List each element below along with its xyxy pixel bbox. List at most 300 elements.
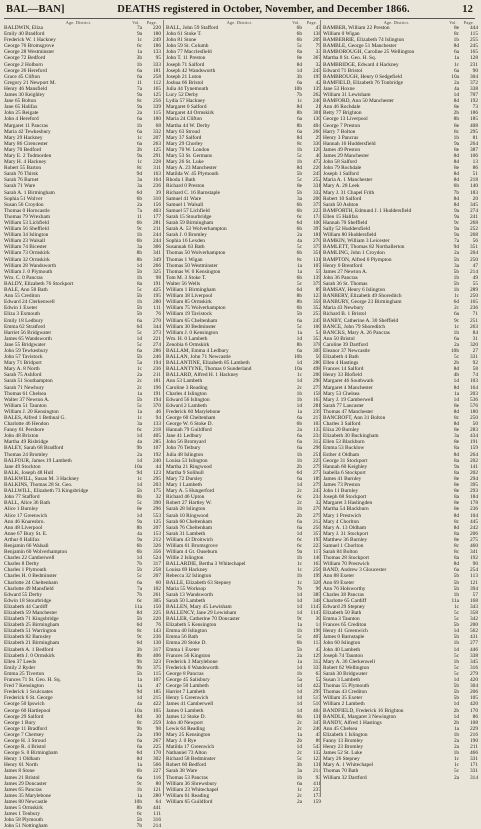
entry-page: 175 (152, 488, 161, 495)
entry-page: 170 (152, 750, 161, 757)
entry-vol: 1a (136, 408, 142, 415)
entry-page: 52 (315, 677, 321, 684)
entry-vol: 1b (296, 146, 302, 153)
entry-page: 141 (469, 463, 478, 470)
entry-vol: 2a (136, 451, 142, 458)
entry-page: 184 (469, 494, 478, 501)
entry-name: Eleanor 37 Newcastle (323, 347, 370, 354)
entry-page: 139 (312, 274, 321, 281)
entry-name: Ellen 53 Blackburn (323, 439, 365, 446)
entry-name: William 23 Walsall (4, 238, 46, 245)
entry-page: 190 (469, 737, 478, 744)
entry-name: Henry 0 Brentford (323, 262, 363, 269)
entry-page: 174 (312, 213, 321, 220)
entry-vol: 9b (136, 725, 142, 732)
entry-vol: 6b (296, 37, 302, 44)
entry-name: BAMBOROUGH, Caroline 25 Wellington (323, 49, 415, 56)
entry-page: 446 (469, 646, 478, 653)
entry-page: 170 (469, 707, 478, 714)
entry-page: 138 (312, 31, 321, 38)
entry-vol: 8d (453, 561, 459, 568)
entry-page: 203 (469, 390, 478, 397)
entry-page: 338 (469, 85, 478, 92)
entry-page: 279 (312, 463, 321, 470)
entry-vol: 2c (296, 750, 302, 757)
entry-vol: 5b (453, 268, 459, 275)
entry-vol: 5b (136, 670, 142, 677)
entry-page: 131 (312, 713, 321, 720)
entry-name: Anne 67 Bury St. E. (4, 530, 48, 537)
entry-page: 95 (155, 55, 161, 62)
entry-name: Charlotte 46 Hendon (4, 421, 49, 428)
entry-page: 189 (312, 475, 321, 482)
entry-name: Mary 70 Bedford (4, 146, 42, 153)
entry-page: 275 (312, 384, 321, 391)
entry-name: Harry 7 Bolton (323, 128, 356, 135)
entry-page: 203 (152, 482, 161, 489)
entry-vol: 1d (453, 396, 459, 403)
entry-vol: 8b (453, 116, 459, 123)
entry-vol: 6b (136, 195, 142, 202)
entry-page: 163 (312, 561, 321, 568)
entry-name: George 7 Preston (323, 122, 361, 129)
entry-page: 133 (312, 427, 321, 434)
entry-name: Walter 56 Wells (166, 280, 201, 287)
entry-page: 223 (312, 207, 321, 214)
entry-name: Elizabeth J. 0 Ormskirk (4, 652, 55, 659)
entry-name: Betty 77 Brighton (323, 110, 362, 117)
entry-vol: 9b (136, 445, 142, 452)
entry-name: Margaret 4 Manchester (323, 384, 373, 391)
entry-vol: 1d (453, 378, 459, 385)
entry-page: 281 (152, 220, 161, 226)
entry-name: Sarah 13 Wandsworth (166, 591, 213, 598)
entry-page: 104 (469, 512, 478, 519)
entry-name: Thomas 1 Wigan (166, 256, 203, 263)
entry-name: Thomas 50 Westminster (166, 262, 218, 269)
entry-name: John 40 Lambeth (323, 646, 361, 653)
entry-page: 220 (152, 25, 161, 31)
entry-page: 279 (312, 482, 321, 489)
entry-name: BALKINS, Thomas 28 St. Geo. (4, 482, 73, 489)
entry-name: William 32 Ormskirk (4, 256, 50, 263)
entry-name: Henry 23 Bromley (323, 744, 364, 751)
entry-name: George S. 0 Birmingham (4, 750, 58, 757)
entry-page: 367 (312, 55, 321, 62)
entry-vol: 1d (296, 530, 302, 537)
entry-page: 20 (472, 195, 478, 202)
header-page: Page. (463, 20, 475, 25)
entry-vol: 8c (136, 98, 142, 105)
entry-name: Thomas 28 Stockport (323, 555, 370, 562)
entry-vol: 1a (296, 329, 302, 336)
entry-name: Ann 46 Rochdale (323, 104, 361, 111)
entry-vol: 1c (296, 98, 302, 105)
entry-name: BALES, Alfred 1 Bethnal G. (4, 415, 66, 421)
entry-vol: 1b (296, 457, 302, 464)
entry-vol: 1b (453, 640, 459, 647)
entry-vol: 5c (296, 756, 302, 763)
entry-vol: 3a (296, 195, 302, 202)
entry-vol: 5c (296, 177, 302, 184)
entry-vol: 2c (453, 305, 459, 312)
entry-page: 80 (155, 780, 161, 787)
entry-page: 215 (152, 695, 161, 702)
entry-vol: 5b (453, 695, 459, 702)
entry-page: 159 (312, 798, 321, 805)
entry-vol: 9a (453, 463, 459, 470)
entry-page: 207 (152, 134, 161, 141)
entry-name: Sarah 50 Ashton (323, 201, 359, 208)
entry-page: 259 (152, 719, 161, 726)
entry-page: 108 (469, 719, 478, 726)
entry-name: Sarah 38 Ware (166, 768, 198, 775)
entry-vol: 1d (296, 610, 302, 616)
entry-name: Susannah 63 Bath (166, 244, 205, 251)
entry-vol: 6a (136, 737, 142, 744)
entry-vol: 6b (136, 549, 142, 556)
entry-page: 296 (152, 506, 161, 513)
entry-name: Fred 7 Kensington (4, 683, 44, 690)
entry-page: 132 (312, 750, 321, 757)
entry-name: Thomas 24 Bromley (4, 451, 48, 458)
entry-name: James 41 Burnley (323, 475, 362, 482)
entry-page: 218 (152, 427, 161, 434)
entry-name: Margaret 0 Salford (166, 104, 207, 111)
entry-page: 326 (152, 542, 161, 549)
entry-page: 339 (152, 104, 161, 111)
entry-page: 286 (152, 347, 161, 354)
entry-page: 244 (152, 232, 161, 239)
entry-vol: 1c (296, 372, 302, 379)
entry-vol: 6a (296, 439, 302, 446)
entry-name: John 4 Hereford (4, 116, 39, 123)
entry-page: 107 (152, 445, 161, 452)
entry-name: Matilda 17 Greenwich (166, 744, 215, 751)
entry-name: George 11 Bradford (4, 725, 47, 732)
entry-name: BALLAM, Emma 4 Ledbury (166, 347, 229, 354)
entry-vol: 6b (453, 183, 459, 190)
entry-name: Mary 26 St. Luke (166, 159, 204, 166)
entry-page: 236 (152, 634, 161, 641)
entry-vol: 1b (136, 786, 142, 793)
entry-page: 27 (472, 347, 478, 354)
entry-page: 123 (312, 756, 321, 763)
entry-name: Ellen 4 Hastings (323, 360, 359, 367)
entry-name: Sarah 50 Lambeth (166, 597, 206, 604)
entry-page: 390 (152, 500, 161, 507)
entry-name: Charles 22 Camberwell (4, 555, 55, 562)
entry-name: BANCE, John 79 Shoreditch (323, 323, 386, 330)
entry-vol: 5b (453, 579, 459, 586)
entry-page: 186 (152, 43, 161, 50)
entry-vol: 2a (296, 798, 302, 805)
entry-page: 30 (315, 616, 321, 623)
entry-name: Mary 37 Salford (166, 134, 202, 141)
entry-name: Mary A. 36 Clerkenwell (323, 658, 375, 665)
entry-name: Emma 25 Tiverton (4, 670, 45, 677)
entry-vol: 1d (296, 707, 302, 714)
entry-vol: 2c (296, 500, 302, 507)
entry-vol: 1a (136, 677, 142, 684)
entry-vol: 8b (296, 341, 302, 348)
entry-vol: 6d (453, 299, 459, 306)
entry-name: James 29 Manchester (323, 152, 370, 159)
entry-page: 200 (312, 195, 321, 202)
entry-vol: 2a (453, 774, 459, 781)
entry-vol: 8e (453, 506, 459, 513)
entry-vol: 1b (453, 134, 459, 141)
entry-name: Julia 48 Islington (166, 451, 204, 458)
entry-vol: 6d (136, 640, 142, 647)
entry-page: 107 (152, 677, 161, 684)
entry-vol: 9d (453, 244, 459, 251)
entry-page: 280 (312, 360, 321, 367)
entry-name: George 8 Pancras (166, 670, 204, 677)
entry-name: Maria 55 Worksop (166, 585, 206, 592)
entry-page: 199 (312, 573, 321, 580)
entry-name: Edward 55 Derby (4, 591, 42, 598)
entry-name: Esther 4 Oldham (323, 451, 360, 458)
entry-vol: 2c (136, 384, 142, 391)
entry-vol: 1d (296, 378, 302, 385)
entry-name: William 35 Exeter (323, 695, 363, 702)
entry-vol: 6a (296, 415, 302, 421)
entry-page: 40 (315, 152, 321, 159)
entry-name: George 45 Salisbury (166, 677, 210, 684)
entry-name: William 36 Shrewsbury (166, 780, 217, 787)
entry-name: Robert 55 Barton (4, 165, 42, 172)
entry-vol: 1d (136, 482, 142, 489)
entry-vol: 4a (136, 439, 142, 446)
entry-name: Gregory 21 Newport M. (4, 79, 56, 86)
entry-page: 352 (312, 305, 321, 312)
entry-vol: 6b (296, 713, 302, 720)
entry-name: Samuel 57 Lichfield (166, 207, 210, 214)
entry-page: 200 (312, 372, 321, 379)
entry-name: Elizabeth 4 Bath (323, 354, 359, 361)
entry-name: Jane 49 Stockton (4, 463, 41, 470)
entry-vol: 5a (296, 677, 302, 684)
entry-name: John 25 Reigate (4, 110, 39, 117)
entry-page: 420 (469, 677, 478, 684)
entry-page: 56 (472, 238, 478, 245)
entry-name: John 81 Stone (166, 37, 197, 44)
entry-name: Benjamin 66 Walsall (4, 542, 49, 549)
entry-page: 103 (469, 378, 478, 385)
entry-vol: 1a (296, 262, 302, 269)
name-range: BAL—BAN] (6, 4, 65, 15)
entry-name: Mary 25 Kensington (166, 731, 211, 738)
register-entry (323, 775, 478, 781)
entry-name: George 31 Stockport (323, 457, 368, 464)
entry-vol: 1a (296, 622, 302, 629)
entry-name: Jane 41 Ledbury (166, 433, 202, 440)
entry-name: Frederick 0 Wandsworth (166, 664, 219, 671)
entry-page: 150 (152, 603, 161, 610)
entry-vol: 2b (296, 463, 302, 470)
entry-vol: 8a (453, 530, 459, 537)
entry-vol: 9c (453, 220, 459, 226)
entry-page: 43 (315, 646, 321, 653)
entry-name: William 51 Taunton (4, 402, 47, 409)
entry-name: Thomas 50 Wolverhampton (166, 250, 226, 257)
entry-page: 441 (152, 805, 161, 811)
entry-page: 111 (153, 305, 161, 312)
entry-page: 177 (152, 213, 161, 220)
entry-name: Sarah J. 0 Bromley (166, 232, 207, 239)
entry-name: Emma 56 Bath (166, 634, 199, 641)
entry-page: 47 (472, 262, 478, 269)
entry-page: 312 (312, 439, 321, 446)
entry-vol: 3b (296, 73, 302, 80)
entry-page: 165 (469, 49, 478, 56)
entry-vol: 11 (136, 213, 142, 220)
entry-page: 240 (312, 98, 321, 105)
entry-name: Sarah 59 Birmingham (166, 220, 214, 226)
entry-page: 279 (469, 670, 478, 677)
entry-page: 47 (315, 25, 321, 31)
entry-name: Mary 1 Prestwich (323, 512, 361, 519)
entry-vol: 3b (296, 762, 302, 769)
entry-page: 325 (152, 268, 161, 275)
entry-page: 76 (155, 622, 161, 629)
entry-vol: 5c (136, 329, 142, 336)
entry-page: 270 (312, 238, 321, 245)
entry-vol: 1d (136, 457, 142, 464)
entry-name: Julia 44 Tynemouth (166, 85, 209, 92)
entry-page: 379 (312, 280, 321, 287)
entry-vol: 1d (136, 335, 142, 342)
entry-vol: 6a (296, 317, 302, 324)
entry-page: 258 (152, 73, 161, 80)
entry-name: John 11 Burnley (323, 488, 359, 495)
entry-page: 250 (469, 293, 478, 300)
entry-page: 422 (152, 701, 161, 708)
entry-name: BAMBROUGH, Henry 0 Sedgefield (323, 73, 402, 80)
entry-page: 255 (469, 37, 478, 44)
entry-vol: 10b (450, 347, 459, 354)
entry-vol: 5b (136, 293, 142, 300)
entry-vol: 8c (453, 518, 459, 525)
entry-name: Mary J. 31 Chapel Frith (323, 189, 375, 196)
entry-name: George 7 Chertsey (4, 731, 44, 738)
entry-vol: 1a (296, 268, 302, 275)
entry-name: Alice 17 Greenwich (4, 512, 48, 519)
entry-page: 113 (313, 640, 321, 647)
entry-page: 89 (315, 287, 321, 294)
entry-vol: 8e (453, 536, 459, 543)
entry-vol: 9c (136, 780, 142, 787)
entry-page: 266 (152, 262, 161, 269)
entry-vol: 8e (453, 475, 459, 482)
entry-vol: 1a (453, 725, 459, 732)
entry-page: 68 (155, 122, 161, 129)
entry-page: 181 (152, 378, 161, 385)
entry-vol: 5c (453, 610, 459, 616)
entry-name: Lewis 64 Reading (166, 725, 205, 732)
entry-name: Ann 55 Crediton (4, 293, 40, 300)
entry-vol: 5c (296, 323, 302, 330)
entry-page: 133 (152, 421, 161, 428)
entry-name: James 65 Pancras (4, 786, 42, 793)
entry-name: BAMSAY, Henry 6 Islington (323, 287, 386, 294)
entry-page: 21 (315, 104, 321, 111)
entry-page: 14 (315, 622, 321, 629)
entry-name: John 77 Stafford (4, 494, 40, 501)
entry-name: BAMLING, John 1 Croydon (323, 250, 385, 257)
entry-page: 245 (312, 67, 321, 74)
entry-vol: 10a (134, 707, 142, 714)
entry-vol: 8b (136, 652, 142, 659)
entry-vol: 1d (296, 744, 302, 751)
entry-name: John 48 Brixton (4, 433, 39, 440)
entry-vol: 1b (296, 506, 302, 513)
entry-name: William 65 Guildford (166, 798, 213, 805)
entry-page: 191 (152, 390, 161, 397)
entry-page: 353 (312, 335, 321, 342)
entry-vol: 2a (296, 427, 302, 434)
entry-vol: 6b (136, 494, 142, 501)
entry-page: 524 (152, 555, 161, 562)
entry-page: 86 (315, 737, 321, 744)
entry-page: 183 (469, 189, 478, 196)
entry-vol: 9a (136, 152, 142, 159)
entry-name: William 85 Ormskirk (166, 299, 212, 306)
entry-name: George 26 Hereford (4, 67, 47, 74)
entry-vol: 1a (136, 792, 142, 799)
entry-vol: 8d (296, 134, 302, 141)
entry-page: 264 (469, 451, 478, 458)
entry-name: Isabella 6 Stockport (323, 469, 366, 476)
entry-page: 302 (152, 756, 161, 763)
entry-vol: 5c (453, 768, 459, 775)
entry-name: Margaret 11 Pancras (4, 122, 48, 129)
entry-vol: 1d (136, 262, 142, 269)
entry-page: 707 (469, 92, 478, 99)
entry-page: 116 (153, 774, 161, 781)
entry-name: BALLARDIE, Bertha 3 Whitechapel (166, 561, 246, 568)
entry-vol: 8d (453, 366, 459, 373)
entry-vol: 6a (453, 49, 459, 56)
entry-page: 32 (315, 61, 321, 68)
entry-page: 165 (469, 299, 478, 306)
entry-page: 221 (152, 335, 161, 342)
entry-page: 268 (469, 220, 478, 226)
entry-page: 320 (469, 341, 478, 348)
entry-page: 209 (312, 37, 321, 44)
entry-page: 13 (472, 159, 478, 166)
entry-page: 385 (312, 591, 321, 598)
entry-name: Emma 3 Taunton (323, 616, 360, 623)
entry-vol: 8d (453, 524, 459, 531)
entry-page: 93 (315, 774, 321, 781)
entry-page: 314 (469, 774, 478, 781)
entry-vol: 8d (453, 408, 459, 415)
entry-name: Ann 45 Chelsea (323, 725, 358, 732)
entry-name: Henry 1 Oldham (4, 756, 40, 763)
entry-page: 472 (312, 159, 321, 166)
entry-vol: 9a (136, 536, 142, 543)
entry-page: 348 (312, 597, 321, 604)
entry-page: 32 (315, 500, 321, 507)
entry-page: 133 (152, 49, 161, 56)
page-number: 12 (462, 4, 473, 15)
entry-page: 54 (315, 329, 321, 336)
entry-name: Emma 62 Stratford (4, 323, 45, 330)
entry-vol: 1d (453, 628, 459, 635)
entry-name: BANCKS, Mary A. 26 Pancras (323, 329, 390, 336)
